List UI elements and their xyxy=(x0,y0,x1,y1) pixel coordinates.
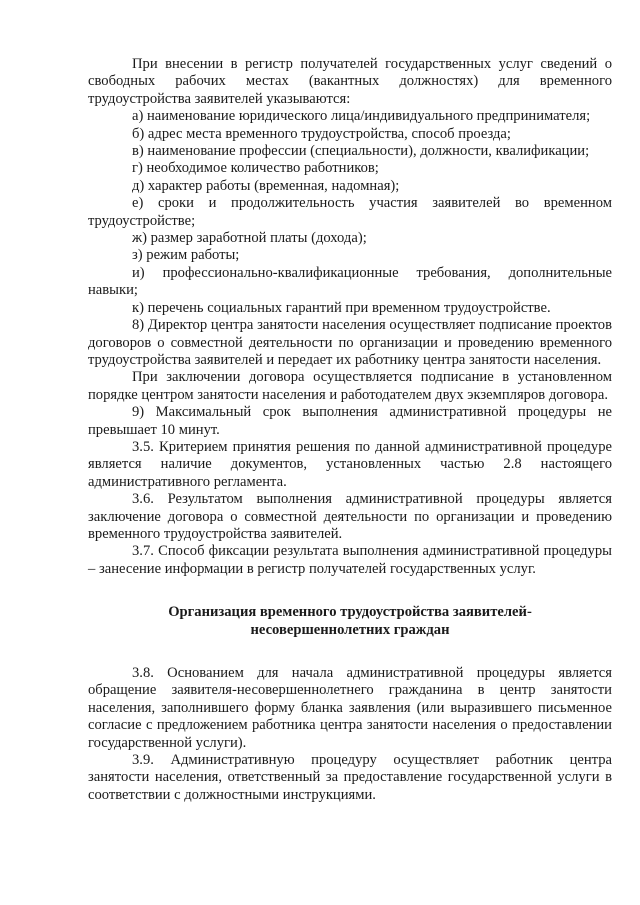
paragraph-step-8: 8) Директор центра занятости населения осуществляет подписание проектов договоров о совместной деятельности по организации и проведению временного трудоустройства заявителей и передает их работнику центра занятости населения. xyxy=(88,317,612,368)
section-heading-line-2: несовершеннолетних граждан xyxy=(250,621,450,638)
list-item-v: в) наименование профессии (специальности), должности, квалификации; xyxy=(132,143,590,160)
list-item-zh: ж) размер заработной платы (дохода); xyxy=(132,230,367,247)
paragraph-3-8: 3.8. Основанием для начала административной процедуры является обращение заявителя-несовершеннолетнего гражданина в центр занятости населения, заполнившего форму бланка заявления (или выразившего письменное согласие с предложением работника центра занятости населения о предоставлении государственной услуги). xyxy=(88,665,612,751)
section-heading xyxy=(88,604,612,639)
list-item-k: к) перечень социальных гарантий при временном трудоустройстве. xyxy=(132,299,551,316)
section-heading-line-1: Организация временного трудоустройства заявителей- xyxy=(168,604,532,621)
paragraph-contract: При заключении договора осуществляется подписание в установленном порядке центром занятости населения и работодателем двух экземпляров договора. xyxy=(88,369,612,403)
document-page xyxy=(88,56,612,804)
list-item-b: б) адрес места временного трудоустройства, способ проезда; xyxy=(132,125,511,142)
list-item-z: з) режим работы; xyxy=(132,247,240,264)
paragraph-3-5: 3.5. Критерием принятия решения по данной административной процедуре является наличие документов, установленных частью 2.8 настоящего административного регламента. xyxy=(88,438,612,490)
paragraph-3-9: 3.9. Административную процедуру осуществляет работник центра занятости населения, ответственный за предоставление государственной услуги в соответствии с должностными инструкциями. xyxy=(88,752,612,803)
list-item-e: е) сроки и продолжительность участия заявителей во временном трудоустройстве; xyxy=(88,195,612,229)
list-item-a: а) наименование юридического лица/индивидуального предпринимателя; xyxy=(132,108,591,125)
paragraph-step-9: 9) Максимальный срок выполнения административной процедуры не превышает 10 минут. xyxy=(88,404,612,438)
list-item-i: и) профессионально-квалификационные требования, дополнительные навыки; xyxy=(88,264,612,299)
paragraph-register-info: При внесении в регистр получателей государственных услуг сведений о свободных рабочих местах (вакантных должностях) для временного трудоустройства заявителей указываются: xyxy=(88,56,612,107)
paragraph-3-7: 3.7. Способ фиксации результата выполнения административной процедуры – занесение информации в регистр получателей государственных услуг. xyxy=(88,543,612,577)
paragraph-3-6: 3.6. Результатом выполнения административной процедуры является заключение договора о совместной деятельности по организации и проведению временного трудоустройства заявителей. xyxy=(88,491,612,542)
list-item-g: г) необходимое количество работников; xyxy=(132,160,379,177)
list-item-d: д) характер работы (временная, надомная); xyxy=(132,177,400,194)
